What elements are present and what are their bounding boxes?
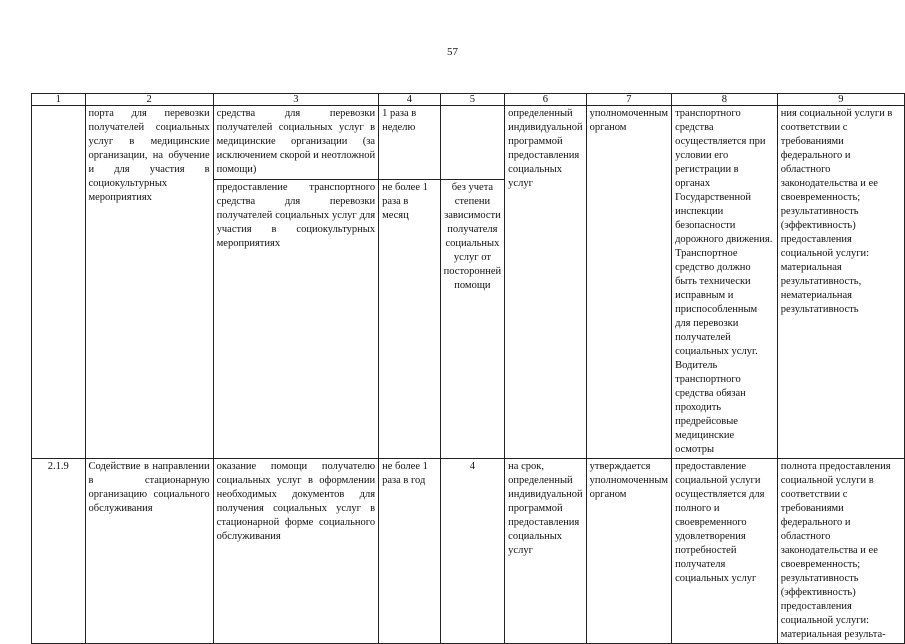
- conditions-cell: транспортного средства осуществляется при условии его регистрации в органах Государственной инспекции безопасности дорожного движения. Транспортное средство должно быть технически исправным и приспособленным для перевозки получателей социальных услуг. Водитель транспортного средства обязан проходить предрейсовые медицинские осмотры: [672, 106, 778, 459]
- conditions-cell: предоставление социальной услуги осуществляется для полного и своевременного удовлетворения потребностей получателя социальных услуг: [672, 459, 778, 644]
- units-cell: 4: [440, 459, 505, 644]
- term-cell: на срок, определенный индивидуальной программой предоставления социальных услуг: [505, 459, 587, 644]
- row-number-cell: 2.1.9: [32, 459, 86, 644]
- quality-cell: полнота предоставления социальной услуги в соответствии с требованиями федерального и областного законодательства и ее своевременность; результативность (эффективность) предоставления социальной услуги: материальная результа-: [777, 459, 904, 644]
- header-cell: 9: [777, 94, 904, 106]
- header-cell: 3: [213, 94, 378, 106]
- service-name-cell: порта для перевозки получателей социальных услуг в медицинские организации, на обучение и для участия в социокультурных мероприятиях: [85, 106, 213, 459]
- frequency-cell: не более 1 раза в месяц: [379, 180, 441, 459]
- units-cell: без учета степени зависимости получателя социальных услуг от посторонней помощи: [440, 180, 505, 459]
- header-cell: 6: [505, 94, 587, 106]
- header-row: [32, 94, 905, 106]
- header-cell: 4: [379, 94, 441, 106]
- approval-cell: утверждается уполномоченным органом: [586, 459, 671, 644]
- frequency-cell: 1 раза в неделю: [379, 106, 441, 180]
- units-cell: [440, 106, 505, 180]
- header-cell: 8: [672, 94, 778, 106]
- service-name-cell: Содействие в направлении в стационарную организацию социального обслуживания: [85, 459, 213, 644]
- service-description-cell: предоставление транспортного средства для перевозки получателей социальных услуг для участия в социокультурных мероприятиях: [213, 180, 378, 459]
- service-description-cell: средства для перевозки получателей социальных услуг в медицинские организации (за исключением скорой и неотложной помощи): [213, 106, 378, 180]
- services-table: [31, 93, 905, 644]
- header-cell: 1: [32, 94, 86, 106]
- header-cell: 7: [586, 94, 671, 106]
- header-cell: 2: [85, 94, 213, 106]
- page-number: 57: [447, 46, 458, 58]
- frequency-cell: не более 1 раза в год: [379, 459, 441, 644]
- term-cell: определенный индивидуальной программой предоставления социальных услуг: [505, 106, 587, 459]
- approval-cell: уполномоченным органом: [586, 106, 671, 459]
- header-cell: 5: [440, 94, 505, 106]
- service-description-cell: оказание помощи получателю социальных услуг в оформлении необходимых документов для получения социальных услуг в стационарной форме социального обслуживания: [213, 459, 378, 644]
- row-number-cell: [32, 106, 86, 459]
- table-row: [32, 459, 905, 644]
- table-row: [32, 106, 905, 180]
- quality-cell: ния социальной услуги в соответствии с требованиями федерального и областного законодательства и ее своевременность; результативность (эффективность) предоставления социальной услуги: материальная результативность, нематериальная результативность: [777, 106, 904, 459]
